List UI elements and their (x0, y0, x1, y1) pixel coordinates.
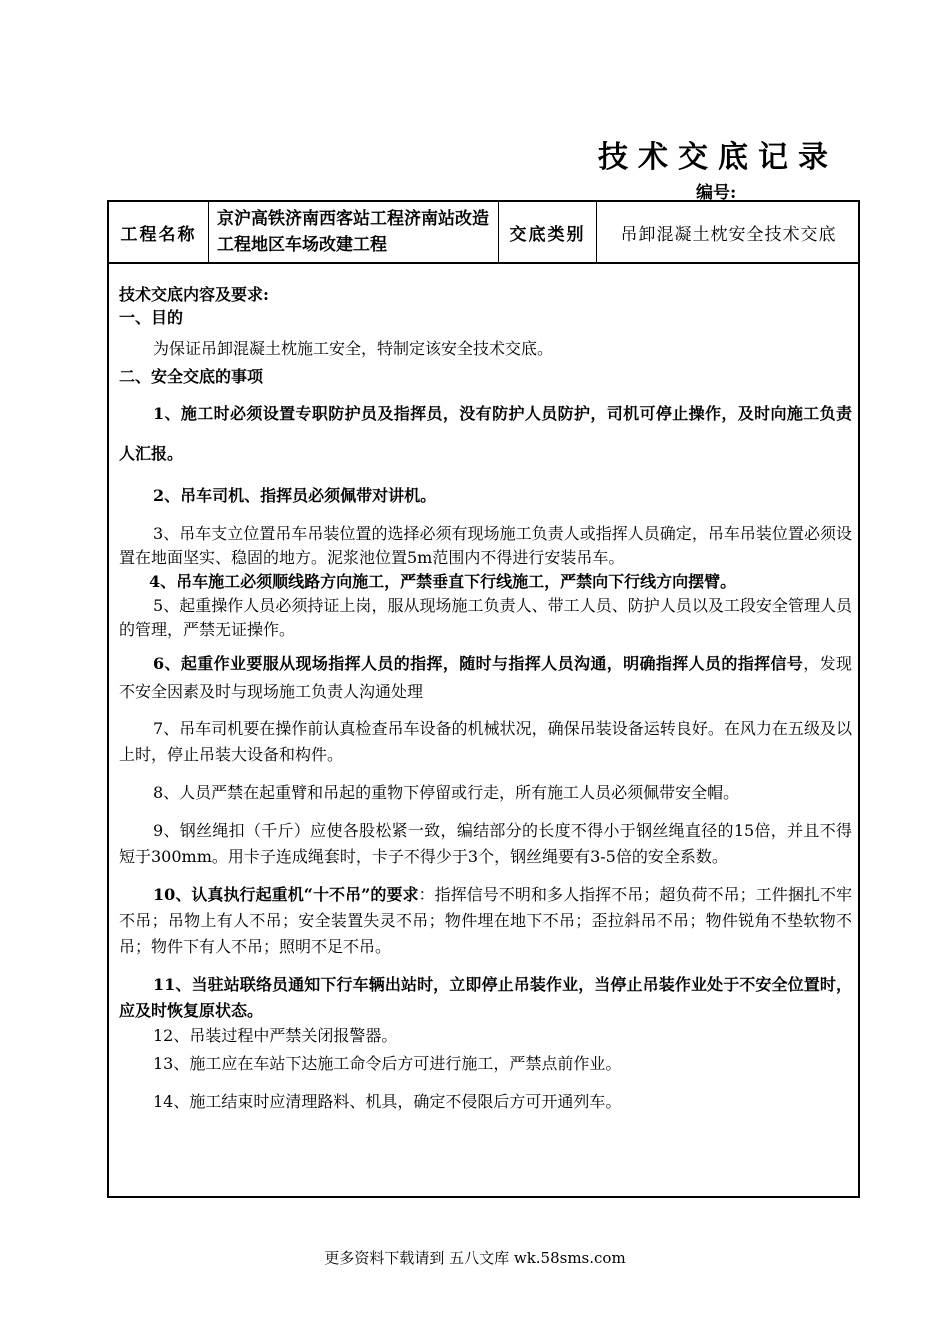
record-table (107, 200, 860, 1198)
item-12: 12、吊装过程中严禁关闭报警器。 (153, 1026, 398, 1045)
item-6-rest: ，发现不安全因素及时与现场施工负责人沟通处理 (119, 654, 852, 701)
item-2: 2、吊车司机、指挥员必须佩带对讲机。 (153, 486, 437, 505)
item-1: 1、施工时必须设置专职防护员及指挥员，没有防护人员防护，司机可停止操作，及时向施工负责人汇报。 (119, 404, 852, 463)
item-13: 13、施工应在车站下达施工命令后方可进行施工，严禁点前作业。 (153, 1054, 622, 1073)
item-10 (119, 882, 852, 960)
item-3: 3、吊车支立位置吊车吊装位置的选择必须有现场施工负责人或指挥人员确定，吊车吊装位置必须设置在地面坚实、稳固的地方。泥浆池位置5m范围内不得进行安装吊车。 (119, 524, 852, 567)
item-10-rest: ：指挥信号不明和多人指挥不吊；超负荷不吊；工件捆扎不牢不吊；吊物上有人不吊；安全装置失灵不吊；物件埋在地下不吊；歪拉斜吊不吊；物件锐角不垫软物不吊；物件下有人不吊；照明不足不吊。 (119, 885, 852, 956)
section2-title: 二、安全交底的事项 (119, 367, 264, 386)
item-8: 8、人员严禁在起重臂和吊起的重物下停留或行走，所有施工人员必须佩带安全帽。 (153, 783, 740, 802)
document-title: 技术交底记录 (598, 140, 838, 175)
item-10-emphasis: 10、认真执行起重机“十不吊”的要求 (153, 885, 419, 904)
project-label: 工程名称 (109, 202, 209, 262)
item-9: 9、钢丝绳扣（千斤）应使各股松紧一致，编结部分的长度不得小于钢丝绳直径的15倍，并且不得短于300mm。用卡子连成绳套时，卡子不得少于3个，钢丝绳要有3-5倍的安全系数。 (119, 821, 852, 866)
code-label: 编号: (696, 183, 737, 203)
item-7: 7、吊车司机要在操作前认真检查吊车设备的机械状况，确保吊装设备运转良好。在风力在五级及以上时，停止吊装大设备和构件。 (119, 719, 852, 764)
category-label: 交底类别 (499, 202, 597, 262)
footer-link[interactable]: 更多资料下载请到 五八文库 wk.58sms.com (324, 1249, 626, 1267)
category-value: 吊卸混凝土枕安全技术交底 (620, 224, 837, 245)
project-name: 京沪高铁济南西客站工程济南站改造工程地区车场改建工程 (209, 202, 499, 262)
item-4: 4、吊车施工必须顺线路方向施工，严禁垂直下行线施工，严禁向下行线方向摆臂。 (149, 572, 737, 591)
item-11: 11、当驻站联络员通知下行车辆出站时，立即停止吊装作业，当停止吊装作业处于不安全位置时，应及时恢复原状态。 (119, 975, 852, 1020)
content-heading: 技术交底内容及要求: (119, 285, 269, 304)
item-5: 5、起重操作人员必须持证上岗，服从现场施工负责人、带工人员、防护人员以及工段安全管理人员的管理，严禁无证操作。 (119, 596, 852, 639)
section1-title: 一、目的 (119, 308, 184, 327)
section1-text: 为保证吊卸混凝土枕施工安全，特制定该安全技术交底。 (153, 339, 554, 358)
item-14: 14、施工结束时应清理路料、机具，确定不侵限后方可开通列车。 (153, 1092, 622, 1111)
item-6-emphasis: 6、起重作业要服从现场指挥人员的指挥，随时与指挥人员沟通，明确指挥人员的指挥信号 (153, 654, 804, 673)
item-6 (119, 650, 852, 706)
content-body (119, 284, 852, 1116)
header-row (109, 202, 858, 264)
